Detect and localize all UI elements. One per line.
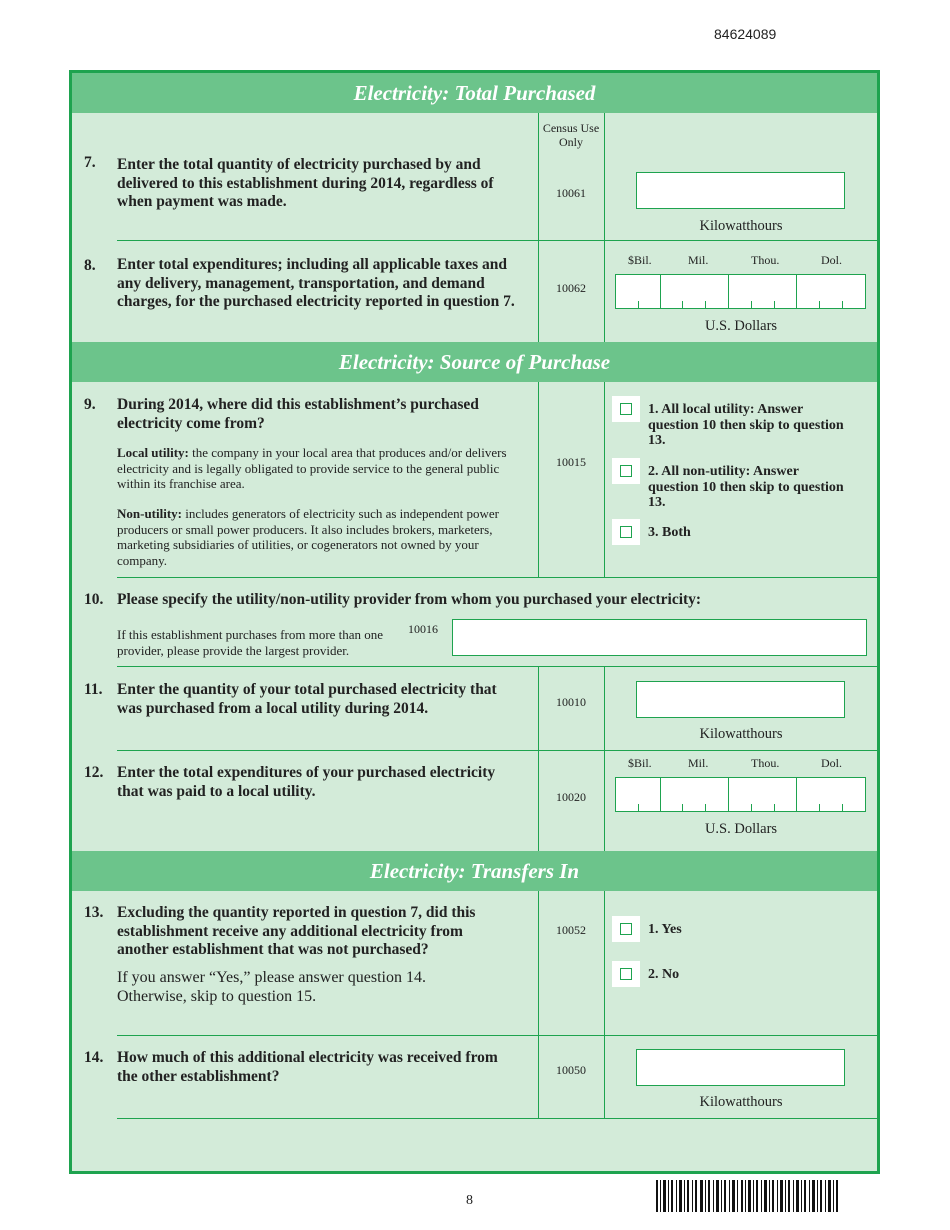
q13-no-checkbox[interactable] <box>612 961 640 987</box>
q12-mil-label: Mil. <box>688 756 709 770</box>
q14-code: 10050 <box>556 1063 586 1077</box>
q8-unit: U.S. Dollars <box>704 318 778 334</box>
q8-thou-label: Thou. <box>751 253 780 267</box>
q13-no-label: 2. No <box>648 967 680 982</box>
q8-text: Enter total expenditures; including all applicable taxes and any delivery, management, transportation, and demand charges, for the purchased electricity reported in question 7. <box>117 256 515 310</box>
q8-code: 10062 <box>556 281 586 295</box>
q11-kwh-input[interactable] <box>636 681 845 718</box>
q12-unit: U.S. Dollars <box>704 821 778 837</box>
q14-unit: Kilowatthours <box>699 1094 783 1110</box>
q13-code: 10052 <box>556 923 586 937</box>
q8-mil-label: Mil. <box>688 253 709 267</box>
q9-option1-checkbox[interactable] <box>612 396 640 422</box>
q9-local-utility-note: Local utility: the company in your local area that produces and/or delivers electricity and is legally obligated to provide service to the general public within its franchise area. <box>117 445 507 491</box>
q9-text: During 2014, where did this establishment’s purchased electricity come from? <box>117 396 479 432</box>
q8-dol-label: Dol. <box>821 253 842 267</box>
q9-code: 10015 <box>556 455 586 469</box>
q7-kwh-input[interactable] <box>636 172 845 209</box>
q9-option1-label: 1. All local utility: Answer question 10 then skip to question 13. <box>648 402 844 448</box>
q13-text: Excluding the quantity reported in question 7, did this establishment receive any additional electricity from another establishment that was not purchased? <box>117 904 476 958</box>
q12-bil-label: $Bil. <box>628 756 652 770</box>
q12-dollar-input[interactable] <box>615 777 866 812</box>
section-header-total-purchased: Electricity: Total Purchased <box>72 73 877 113</box>
q9-number: 9. <box>84 396 96 413</box>
q10-code: 10016 <box>408 622 438 636</box>
barcode <box>656 1180 838 1212</box>
q11-text: Enter the quantity of your total purchased electricity that was purchased from a local utility during 2014. <box>117 681 497 717</box>
q7-number: 7. <box>84 154 96 171</box>
q12-thou-label: Thou. <box>751 756 780 770</box>
section-header-source-of-purchase: Electricity: Source of Purchase <box>72 342 877 382</box>
q8-number: 8. <box>84 257 96 274</box>
q13-number: 13. <box>84 904 104 921</box>
q9-option2-checkbox[interactable] <box>612 458 640 484</box>
q7-code: 10061 <box>556 186 586 200</box>
q14-text: How much of this additional electricity was received from the other establishment? <box>117 1049 498 1085</box>
q10-number: 10. <box>84 591 104 608</box>
page-number: 8 <box>466 1193 473 1208</box>
q11-unit: Kilowatthours <box>699 726 783 742</box>
q10-note: If this establishment purchases from more than one provider, please provide the largest provider. <box>117 627 384 658</box>
q7-text: Enter the total quantity of electricity purchased by and delivered to this establishment during 2014, regardless of when payment was made. <box>117 156 494 210</box>
q10-text: Please specify the utility/non-utility provider from whom you purchased your electricity: <box>117 591 702 608</box>
form-id: 84624089 <box>714 26 777 42</box>
q11-code: 10010 <box>556 695 586 709</box>
q7-unit: Kilowatthours <box>699 218 783 234</box>
q9-option3-checkbox[interactable] <box>612 519 640 545</box>
q9-non-utility-note: Non-utility: includes generators of electricity such as independent power producers or small power producers. It also includes brokers, marketers, marketing subsidiaries of utilities, or cogenerators not owned by your company. <box>117 506 499 568</box>
q9-option3-label: 3. Both <box>648 525 691 540</box>
q13-instruction: If you answer “Yes,” please answer question 14. Otherwise, skip to question 15. <box>117 969 426 1005</box>
q14-number: 14. <box>84 1049 104 1066</box>
q8-dollar-input[interactable] <box>615 274 866 309</box>
census-use-only-label: Census Use Only <box>542 121 600 149</box>
q12-text: Enter the total expenditures of your purchased electricity that was paid to a local utility. <box>117 764 496 800</box>
q12-dol-label: Dol. <box>821 756 842 770</box>
q11-number: 11. <box>84 681 103 698</box>
q12-number: 12. <box>84 764 104 781</box>
q12-code: 10020 <box>556 790 586 804</box>
q13-yes-label: 1. Yes <box>648 922 682 937</box>
q13-yes-checkbox[interactable] <box>612 916 640 942</box>
q9-option2-label: 2. All non-utility: Answer question 10 then skip to question 13. <box>648 464 844 510</box>
section-header-transfers-in: Electricity: Transfers In <box>72 851 877 891</box>
q8-bil-label: $Bil. <box>628 253 652 267</box>
q10-provider-input[interactable] <box>452 619 867 656</box>
q14-kwh-input[interactable] <box>636 1049 845 1086</box>
form-frame <box>69 70 880 1174</box>
